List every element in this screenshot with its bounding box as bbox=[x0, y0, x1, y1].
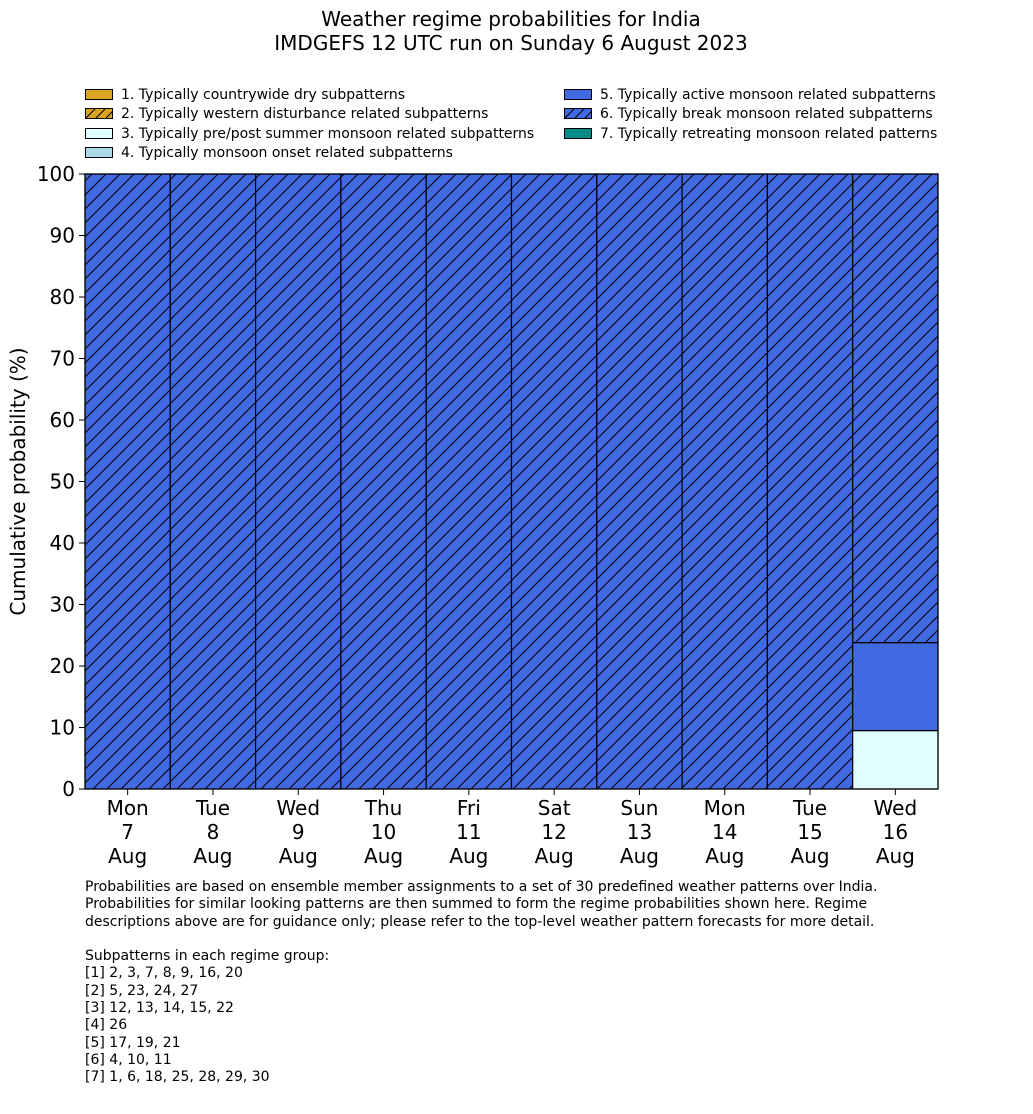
chart-subtitle: IMDGEFS 12 UTC run on Sunday 6 August 2023 bbox=[274, 31, 748, 55]
x-tick-label: Sun 13 Aug bbox=[619, 796, 659, 868]
bar-segment bbox=[256, 174, 341, 789]
y-tick-label: 30 bbox=[49, 592, 75, 617]
notes bbox=[85, 879, 877, 1087]
x-tick-label: Tue 8 Aug bbox=[193, 796, 233, 868]
y-tick-label: 0 bbox=[62, 777, 75, 801]
bar-segment bbox=[341, 174, 426, 789]
y-tick-label: 70 bbox=[49, 346, 75, 371]
x-tick-label: Mon 14 Aug bbox=[703, 796, 746, 868]
legend-label: 7. Typically retreating monsoon related patterns bbox=[600, 126, 938, 142]
legend-label: 2. Typically western disturbance related subpatterns bbox=[121, 106, 489, 122]
y-tick-label: 60 bbox=[49, 408, 75, 432]
legend-label: 3. Typically pre/post summer monsoon related subpatterns bbox=[121, 126, 535, 142]
group-line: [7] 1, 6, 18, 25, 28, 29, 30 bbox=[85, 1069, 270, 1086]
chart-title: Weather regime probabilities for India bbox=[321, 7, 701, 31]
bar-segment bbox=[853, 174, 938, 643]
bar-segment bbox=[853, 643, 938, 731]
group-line: [3] 12, 13, 14, 15, 22 bbox=[85, 1000, 234, 1017]
note-line: Probabilities are based on ensemble member assignments to a set of 30 predefined weather patterns over India. bbox=[85, 879, 878, 895]
note-line: descriptions above are for guidance only; please refer to the top-level weather pattern forecasts for more detail. bbox=[85, 913, 875, 930]
y-tick-label: 40 bbox=[49, 531, 75, 555]
x-tick-label: Mon 7 Aug bbox=[106, 796, 149, 868]
group-line: [6] 4, 10, 11 bbox=[85, 1051, 172, 1068]
x-tick-label: Sat 12 Aug bbox=[534, 796, 574, 868]
bar-segment bbox=[426, 174, 511, 789]
y-axis-label: Cumulative probability (%) bbox=[6, 347, 30, 616]
y-tick-label: 50 bbox=[49, 469, 75, 494]
bar-segment bbox=[170, 174, 255, 789]
note-line: Probabilities for similar looking patterns are then summed to form the regime probabilities shown here. Regime bbox=[85, 896, 868, 913]
group-line: [4] 26 bbox=[85, 1017, 128, 1034]
legend-label: 4. Typically monsoon onset related subpatterns bbox=[121, 145, 453, 161]
x-tick-label: Thu 10 Aug bbox=[364, 796, 404, 868]
x-tick-label: Tue 15 Aug bbox=[790, 796, 830, 868]
x-tick-label: Fri 11 Aug bbox=[449, 796, 489, 868]
y-tick-label: 10 bbox=[49, 715, 75, 740]
group-line: [2] 5, 23, 24, 27 bbox=[85, 982, 199, 999]
x-tick-label: Wed 16 Aug bbox=[873, 796, 918, 868]
bar-segment bbox=[597, 174, 682, 789]
legend-label: 5. Typically active monsoon related subpatterns bbox=[600, 87, 936, 103]
x-tick-label: Wed 9 Aug bbox=[276, 796, 321, 868]
group-line: [5] 17, 19, 21 bbox=[85, 1034, 181, 1051]
bar-segment bbox=[512, 174, 597, 789]
legend-label: 1. Typically countrywide dry subpatterns bbox=[121, 87, 406, 103]
groups-heading: Subpatterns in each regime group: bbox=[85, 948, 330, 965]
bar-segment bbox=[767, 174, 852, 789]
spacer bbox=[85, 931, 877, 948]
group-line: [1] 2, 3, 7, 8, 9, 16, 20 bbox=[85, 965, 243, 982]
legend-label: 6. Typically break monsoon related subpatterns bbox=[600, 106, 933, 122]
bar-segment bbox=[682, 174, 767, 789]
y-tick-label: 80 bbox=[49, 285, 75, 309]
bar-segment bbox=[853, 731, 938, 789]
y-tick-label: 100 bbox=[36, 162, 75, 186]
y-tick-label: 20 bbox=[49, 654, 75, 678]
bar-segment bbox=[85, 174, 170, 789]
y-tick-label: 90 bbox=[49, 223, 75, 248]
